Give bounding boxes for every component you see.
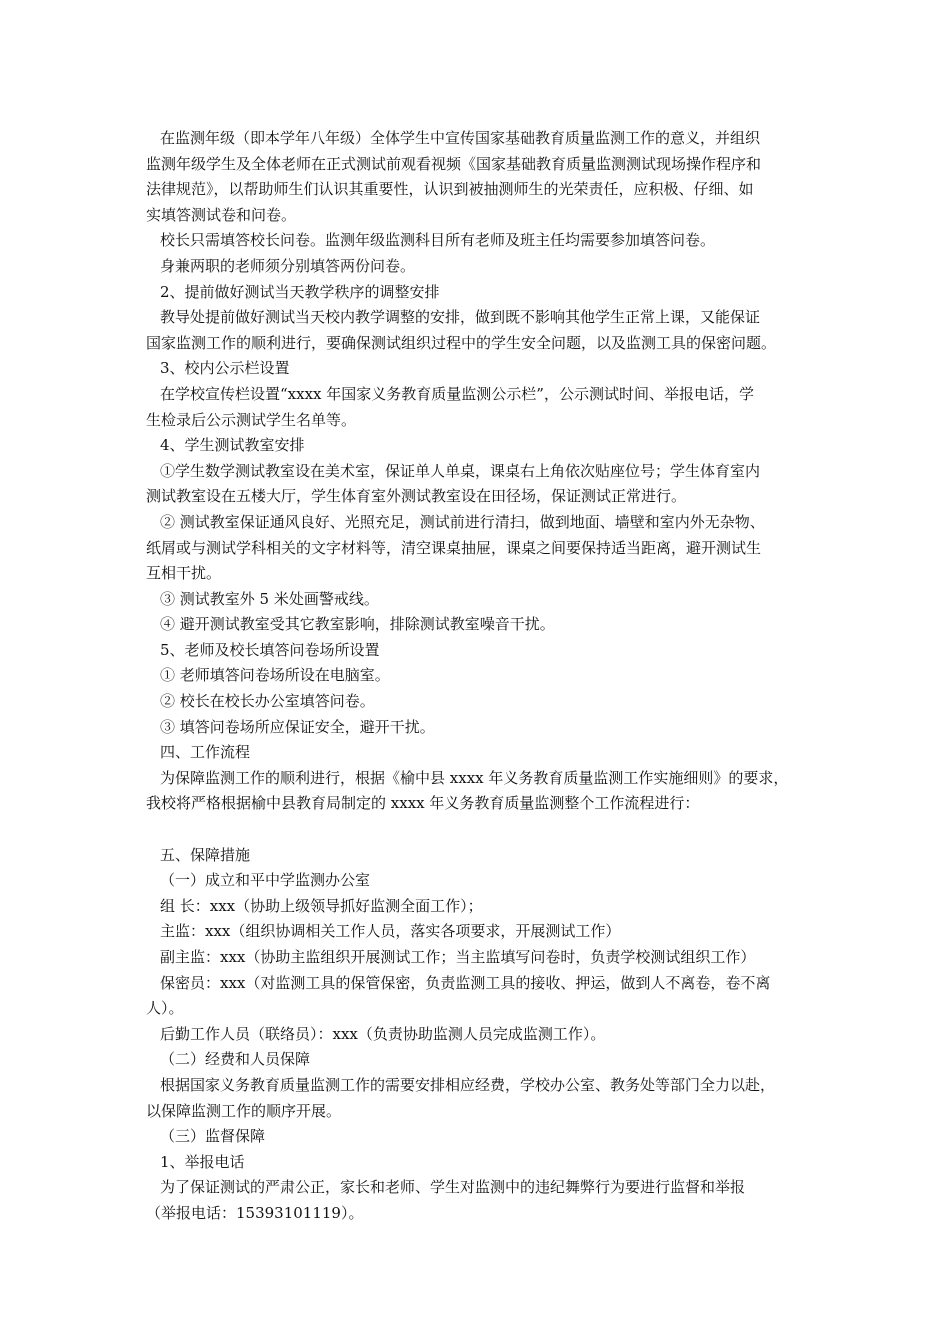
text-line: 主监：xxx（组织协调相关工作人员，落实各项要求，开展测试工作） [160,922,621,941]
blank-line [146,817,816,843]
text-line: （三）监督保障 [160,1127,266,1146]
text-line: ② 校长在校长办公室填答问卷。 [160,692,375,711]
text-line: ①学生数学测试教室设在美术室，保证单人单桌，课桌右上角依次贴座位号；学生体育室内 [160,461,761,480]
document-body [146,126,816,1227]
text-line: ③ 填答问卷场所应保证安全，避开干扰。 [160,717,435,736]
text-line: 5、老师及校长填答问卷场所设置 [160,640,380,659]
text-line: （一）成立和平中学监测办公室 [160,871,371,890]
text-line: ④ 避开测试教室受其它教室影响，排除测试教室噪音干扰。 [160,615,555,634]
text-line: 1、举报电话 [160,1152,245,1171]
text-line: 保密员：xxx（对监测工具的保管保密，负责监测工具的接收、押运，做到人不离卷，卷不离 [160,973,771,992]
text-line: 国家监测工作的顺利进行，要确保测试组织过程中的学生安全问题，以及监测工具的保密问题。 [146,333,777,352]
text-line: ③ 测试教室外 5 米处画警戒线。 [160,589,379,608]
text-line: 身兼两职的老师须分别填答两份问卷。 [160,256,416,275]
text-line: 测试教室设在五楼大厅，学生体育室外测试教室设在田径场，保证测试正常进行。 [146,487,687,506]
text-line: 法律规范》，以帮助师生们认识其重要性，认识到被抽测师生的光荣责任，应积极、仔细、如 [146,180,754,199]
text-line: 互相干扰。 [146,564,222,583]
text-line: 校长只需填答校长问卷。监测年级监测科目所有老师及班主任均需要参加填答问卷。 [160,231,716,250]
text-line: 在监测年级（即本学年八年级）全体学生中宣传国家基础教育质量监测工作的意义，并组织 [160,129,761,147]
text-line: 五、保障措施 [160,845,251,864]
text-line: 实填答测试卷和问卷。 [146,205,297,224]
text-line: 在学校宣传栏设置“xxxx 年国家义务教育质量监测公示栏”，公示测试时间、举报电话，学 [160,384,754,403]
text-line: 组 长：xxx（协助上级领导抓好监测全面工作）； [160,896,483,915]
text-line: 生检录后公示测试学生名单等。 [146,410,357,429]
text-line: （举报电话：15393101119）。 [146,1203,364,1222]
text-line: 监测年级学生及全体老师在正式测试前观看视频《国家基础教育质量监测测试现场操作程序和 [146,154,762,173]
text-line: 根据国家义务教育质量监测工作的需要安排相应经费，学校办公室、教务处等部门全力以赴， [160,1075,776,1094]
text-line: 3、校内公示栏设置 [160,359,290,378]
text-line: 人）。 [146,999,184,1018]
text-line: （二）经费和人员保障 [160,1050,311,1069]
text-line: ① 老师填答问卷场所设在电脑室。 [160,666,390,685]
text-line: 2、提前做好测试当天教学秩序的调整安排 [160,282,440,301]
text-line: 我校将严格根据榆中县教育局制定的 xxxx 年义务教育质量监测整个工作流程进行： [146,794,700,813]
text-line: 为保障监测工作的顺利进行，根据《榆中县 xxxx 年义务教育质量监测工作实施细则》的要求， [160,768,789,787]
text-line: 以保障监测工作的顺序开展。 [146,1101,342,1120]
text-line: 为了保证测试的严肃公正，家长和老师、学生对监测中的违纪舞弊行为要进行监督和举报 [160,1178,746,1197]
text-line: 教导处提前做好测试当天校内教学调整的安排，做到既不影响其他学生正常上课，又能保证 [160,308,761,327]
text-line: 后勤工作人员（联络员）：xxx（负责协助监测人员完成监测工作）。 [160,1024,606,1043]
text-line: 四、工作流程 [160,743,251,762]
text-line: 纸屑或与测试学科相关的文字材料等，清空课桌抽屉，课桌之间要保持适当距离，避开测试生 [146,538,762,557]
text-line: ② 测试教室保证通风良好、光照充足，测试前进行清扫，做到地面、墙壁和室内外无杂物、 [160,512,765,531]
text-line: 4、学生测试教室安排 [160,436,305,455]
text-line: 副主监：xxx（协助主监组织开展测试工作；当主监填写问卷时，负责学校测试组织工作） [160,948,756,966]
